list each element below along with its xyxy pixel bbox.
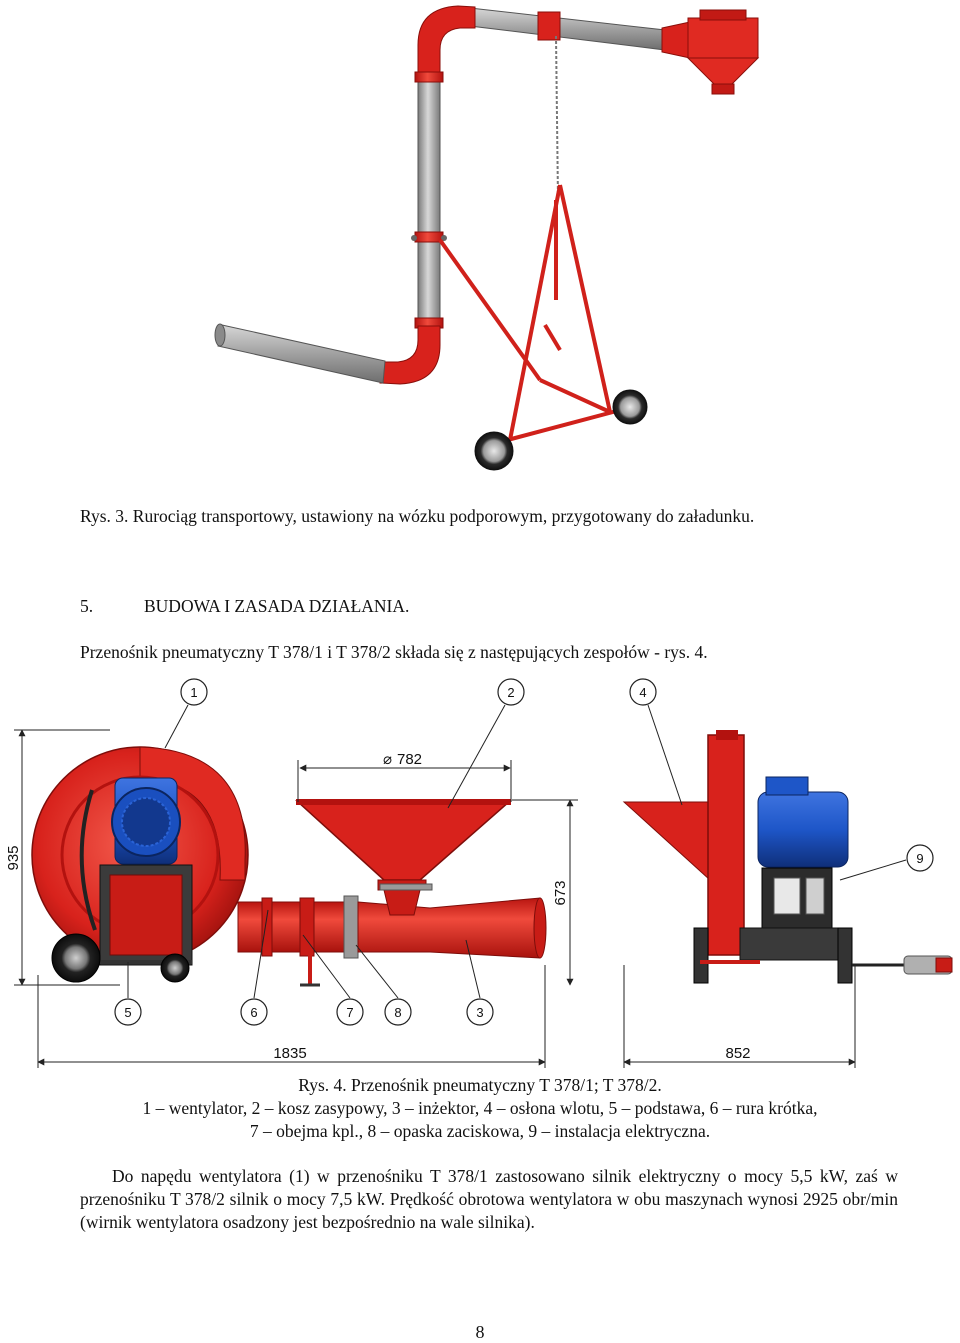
callout-5: 5 <box>124 1005 132 1020</box>
side-view <box>32 747 546 985</box>
base-wheel-rear <box>161 954 189 982</box>
bottom-elbow <box>380 326 440 384</box>
trolley-wheel-right <box>613 390 647 424</box>
dimension-height-total: 935 <box>5 845 22 871</box>
base-wheel-front <box>52 934 100 982</box>
figure-4-conveyor-drawing <box>0 670 960 1070</box>
callout-2: 2 <box>507 685 515 700</box>
top-elbow <box>418 6 475 82</box>
body-paragraph <box>80 1165 898 1234</box>
cyclone-separator <box>662 10 758 94</box>
callout-7: 7 <box>346 1005 354 1020</box>
dimension-width: 852 <box>725 1045 751 1062</box>
figure-4-caption-line-2: 7 – obejma kpl., 8 – opaska zaciskowa, 9 – instalacja elektryczna. <box>249 1121 711 1141</box>
short-pipe <box>238 902 358 952</box>
top-pipe <box>470 8 665 50</box>
figure-4-caption-line-1: 1 – wentylator, 2 – kosz zasypowy, 3 – inżektor, 4 – osłona wlotu, 5 – podstawa, 6 – rura krótka, <box>142 1098 818 1118</box>
figure-3-caption: Rys. 3. Rurociąg transportowy, ustawiony na wózku podporowym, przygotowany do załadunku. <box>80 506 755 526</box>
trolley-wheel-left <box>475 432 513 470</box>
feed-hopper <box>296 799 511 915</box>
figure-4-caption-title: Rys. 4. Przenośnik pneumatyczny T 378/1; T 378/2. <box>298 1075 662 1095</box>
section-number: 5. <box>80 596 94 616</box>
intro-text: Przenośnik pneumatyczny T 378/1 i T 378/2 składa się z następujących zespołów - rys. 4. <box>80 642 708 662</box>
figure-3-pipeline-illustration <box>0 0 960 490</box>
section-heading <box>80 595 409 618</box>
callout-3: 3 <box>476 1005 484 1020</box>
end-view <box>624 730 952 983</box>
callout-6: 6 <box>250 1005 258 1020</box>
dimension-length: 1835 <box>273 1045 307 1062</box>
section-title: BUDOWA I ZASADA DZIAŁANIA. <box>144 596 410 616</box>
callout-4: 4 <box>639 685 647 700</box>
bottom-pipe <box>218 325 385 383</box>
body-paragraph-text: Do napędu wentylatora (1) w przenośniku T 378/1 zastosowano silnik elektryczny o mocy 5,5 kW, zaś w przenośniku T 378/2 silnik o mocy 7,5 kW. Prędkość obrotowa wentylatora w obu maszynach wynosi 2925 obr/min (wirnik wentylatora osadzony jest bezpośrednio na wale silnika). <box>80 1166 898 1232</box>
motor <box>112 778 180 864</box>
vertical-pipe <box>418 80 440 320</box>
inlet-guard <box>624 802 710 880</box>
dimension-diameter: 782 <box>397 751 423 768</box>
callout-8: 8 <box>394 1005 402 1020</box>
injector <box>358 898 540 958</box>
motor-end-view <box>758 777 848 867</box>
callout-1: 1 <box>190 685 198 700</box>
support-trolley <box>440 185 628 442</box>
callout-9: 9 <box>916 851 924 866</box>
dimension-diameter-symbol: ⌀ <box>383 751 393 768</box>
page-number: 8 <box>475 1322 485 1342</box>
dimension-height-hopper: 673 <box>552 880 569 906</box>
